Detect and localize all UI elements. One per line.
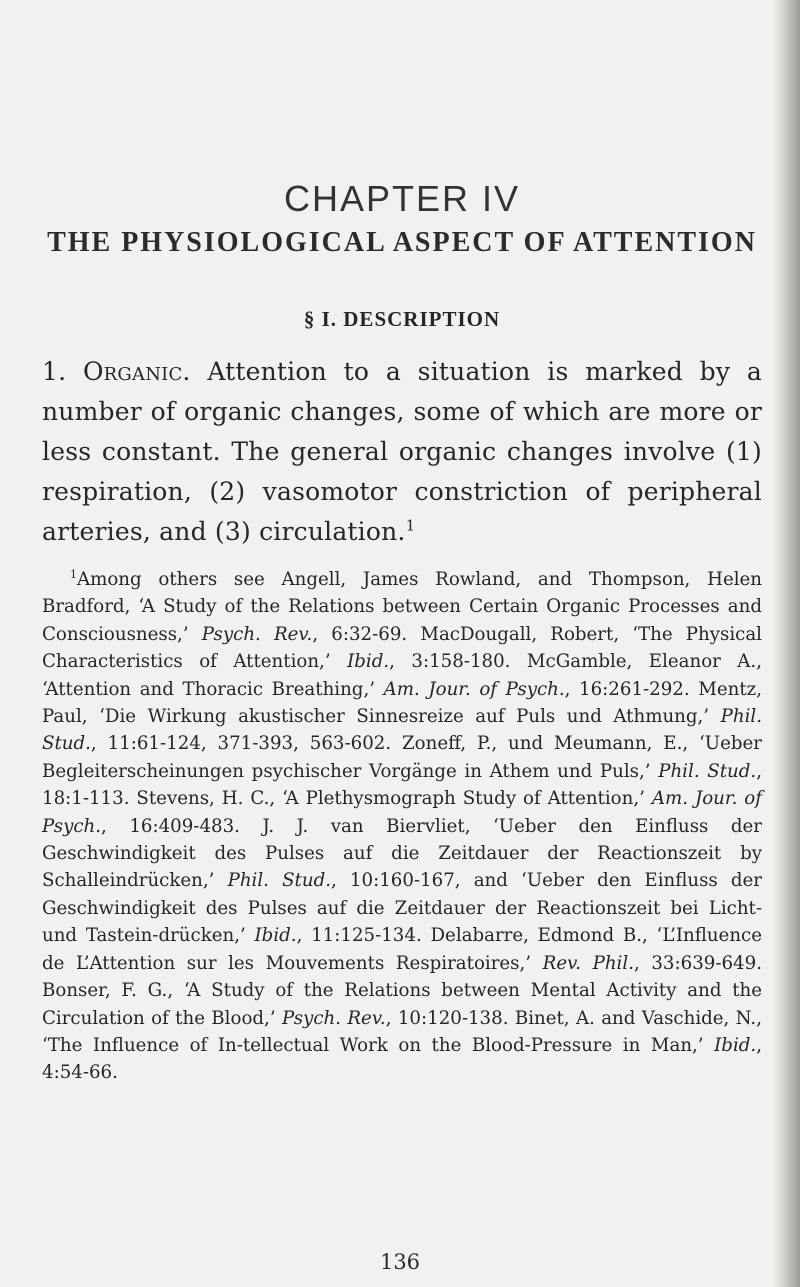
chapter-title: CHAPTER IV xyxy=(283,178,521,219)
footnote-text-segment: , 33:639-649. Bonser, F. G., ‘A Study of the Relations between Mental Activity and the Circulation of the Blood,’ xyxy=(42,952,762,1029)
footnote-reference[interactable]: 1 xyxy=(405,516,416,535)
footnote-text-segment: , 10:160-167, and ‘Ueber den Einfluss der Geschwindigkeit des Pulses auf die Zeitdauer der Reactionszeit bei Licht- und Tastein-drücken,’ xyxy=(42,870,762,947)
citation-journal: Phil. Stud. xyxy=(658,760,757,782)
footnote xyxy=(42,566,762,1087)
citation-journal: Ibid. xyxy=(347,651,390,673)
citation-journal: Phil. Stud. xyxy=(42,706,762,755)
citation-journal: Am. Jour. of Psych. xyxy=(42,788,762,837)
footnote-text-segment: , 16:261-292. Mentz, Paul, ‘Die Wirkung akustischer Sinnesreize auf Puls und Athmung,’ xyxy=(42,678,763,728)
footnote-text-segment: , 16:409-483. J. J. van Biervliet, ‘Ueber den Einfluss der Geschwindigkeit des Pulses auf die Zeitdauer der Reactionszeit by Schalleindrücken,’ xyxy=(42,815,762,892)
citation-journal: Rev. Phil. xyxy=(542,952,634,974)
footnote-text-segment: , 3:158-180. McGamble, Eleanor A., ‘Attention and Thoracic Breathing,’ xyxy=(42,651,762,700)
citation-journal: Am. Jour. of Psych. xyxy=(383,678,565,700)
chapter-subtitle: THE PHYSIOLOGICAL ASPECT OF ATTENTION xyxy=(47,227,757,258)
citation-journal: Psych. Rev. xyxy=(201,623,313,645)
paragraph-label: 1. Organic. xyxy=(42,357,191,386)
body-paragraph xyxy=(42,352,762,552)
page-edge-shadow xyxy=(772,0,800,1287)
section-heading: § I. DESCRIPTION xyxy=(303,307,501,331)
citation-journal: Psych. Rev. xyxy=(281,1007,386,1029)
footnote-marker: 1 xyxy=(70,567,77,581)
paragraph-text: Attention to a situation is marked by a number of organic changes, some of which are more or less constant. The general organic changes involve (1) respiration, (2) vasomotor constriction of peripheral arteries, and (3) circulation. xyxy=(42,357,762,546)
footnote-text-segment: , 11:61-124, 371-393, 563-602. Zoneff, P., und Meumann, E., ‘Ueber Begleiterscheinungen psychischer Vorgänge in Athem und Puls,’ xyxy=(42,733,762,782)
footnote-text-segment: , 18:1-113. Stevens, H. C., ‘A Plethysmograph Study of Attention,’ xyxy=(42,760,762,810)
footnote-text-segment: Among others see Angell, James Rowland, and Thompson, Helen Bradford, ‘A Study of the Relations between Certain Organic Processes and Consciousness,’ xyxy=(42,569,762,645)
footnote-text-segment: , 6:32-69. MacDougall, Robert, ‘The Physical Characteristics of Attention,’ xyxy=(42,623,763,673)
footnote-text-segment: , 4:54-66. xyxy=(42,1034,762,1084)
footnote-text-segment: , 10:120-138. Binet, A. and Vaschide, N., ‘The Influence of In-tellectual Work on the Blood-Pressure in Man,’ xyxy=(42,1007,762,1056)
citation-journal: Ibid. xyxy=(254,925,297,947)
page-number: 136 xyxy=(379,1250,421,1274)
citation-journal: Ibid. xyxy=(714,1034,757,1056)
book-page xyxy=(42,178,762,1087)
citation-journal: Phil. Stud. xyxy=(227,870,331,892)
footnote-text-segment: , 11:125-134. Delabarre, Edmond B., ‘L’Influence de L’Attention sur les Mouvements Respiratoires,’ xyxy=(42,925,762,974)
